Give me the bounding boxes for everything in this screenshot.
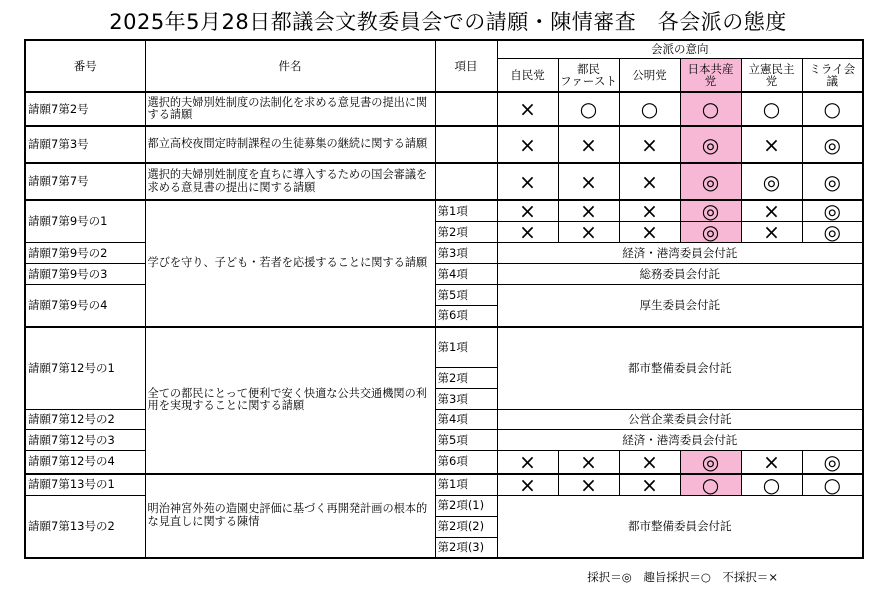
item-cell: 第3項 — [435, 389, 497, 410]
petition-subject: 選択的夫婦別姓制度を直ちに導入するための国会審議を求める意見書の提出に関する請願 — [145, 163, 435, 200]
mark-cell: ◎ — [680, 200, 741, 222]
party-komei: 公明党 — [619, 58, 680, 92]
mark-cell: × — [497, 451, 558, 474]
petition-number: 請願7第13号の2 — [25, 495, 145, 558]
mark-cell: × — [619, 163, 680, 200]
mark-cell: ◎ — [741, 163, 802, 200]
petition-number: 請願7第9号の3 — [25, 264, 145, 285]
mark-cell: ○ — [741, 92, 802, 126]
mark-cell: ◎ — [680, 126, 741, 163]
mark-cell: × — [497, 474, 558, 496]
item-cell: 第2項(3) — [435, 537, 497, 558]
item-cell: 第6項 — [435, 451, 497, 474]
party-jimin: 自民党 — [497, 58, 558, 92]
mark-cell: × — [619, 474, 680, 496]
mark-cell: × — [619, 126, 680, 163]
mark-cell: ○ — [802, 92, 863, 126]
table-row — [25, 200, 863, 222]
petition-subject: 選択的夫婦別姓制度の法制化を求める意見書の提出に関する請願 — [145, 92, 435, 126]
mark-cell: × — [619, 451, 680, 474]
table-row — [25, 163, 863, 200]
header-row — [25, 40, 863, 58]
petition-subject: 明治神宮外苑の造園史評価に基づく再開発計画の根本的な見直しに関する陳情 — [145, 474, 435, 559]
item-cell: 第5項 — [435, 285, 497, 306]
item-cell: 第6項 — [435, 306, 497, 327]
mark-cell: ◎ — [802, 222, 863, 243]
item-cell — [435, 92, 497, 126]
mark-cell: × — [497, 163, 558, 200]
mark-cell: ◎ — [802, 200, 863, 222]
party-mirai: ミライ会 議 — [802, 58, 863, 92]
item-cell: 第2項(1) — [435, 495, 497, 516]
mark-cell: × — [741, 200, 802, 222]
item-cell: 第5項 — [435, 430, 497, 451]
header-opinion: 会派の意向 — [497, 40, 863, 58]
mark-cell: × — [558, 451, 619, 474]
referral-cell: 都市整備委員会付託 — [497, 495, 863, 558]
table-row — [25, 327, 863, 368]
item-cell: 第2項 — [435, 368, 497, 389]
mark-cell: ◎ — [802, 126, 863, 163]
mark-cell: × — [619, 200, 680, 222]
mark-cell: ○ — [741, 474, 802, 496]
mark-cell: × — [497, 92, 558, 126]
referral-cell: 公営企業委員会付託 — [497, 410, 863, 430]
referral-cell: 総務委員会付託 — [497, 264, 863, 285]
table-row — [25, 92, 863, 126]
mark-cell: ◎ — [802, 451, 863, 474]
item-cell — [435, 163, 497, 200]
mark-cell: ◎ — [802, 163, 863, 200]
referral-cell: 経済・港湾委員会付託 — [497, 243, 863, 264]
page-title: 2025年5月28日都議会文教委員会での請願・陳情審査 各会派の態度 — [109, 10, 787, 34]
item-cell: 第1項 — [435, 327, 497, 368]
petition-number: 請願7第3号 — [25, 126, 145, 163]
petition-table — [24, 39, 864, 559]
mark-cell: ◎ — [680, 222, 741, 243]
header-number: 番号 — [25, 40, 145, 92]
petition-number: 請願7第12号の1 — [25, 327, 145, 410]
petition-subject: 都立高校夜間定時制課程の生徒募集の継続に関する請願 — [145, 126, 435, 163]
mark-cell: × — [497, 200, 558, 222]
item-cell: 第4項 — [435, 264, 497, 285]
header-subject: 件名 — [145, 40, 435, 92]
referral-cell: 都市整備委員会付託 — [497, 327, 863, 410]
mark-cell: × — [558, 126, 619, 163]
referral-cell: 経済・港湾委員会付託 — [497, 430, 863, 451]
item-cell — [435, 126, 497, 163]
petition-number: 請願7第2号 — [25, 92, 145, 126]
mark-cell: × — [558, 163, 619, 200]
header-item: 項目 — [435, 40, 497, 92]
item-cell: 第2項(2) — [435, 516, 497, 537]
mark-cell: ○ — [802, 474, 863, 496]
item-cell: 第1項 — [435, 474, 497, 496]
petition-number: 請願7第9号の4 — [25, 285, 145, 327]
party-rikken: 立憲民主 党 — [741, 58, 802, 92]
mark-cell: × — [558, 200, 619, 222]
petition-subject: 全ての都民にとって便利で安く快適な公共交通機関の利用を実現することに関する請願 — [145, 327, 435, 474]
item-cell: 第1項 — [435, 200, 497, 222]
item-cell: 第2項 — [435, 222, 497, 243]
petition-number: 請願7第12号の3 — [25, 430, 145, 451]
mark-cell: ◎ — [680, 163, 741, 200]
mark-cell: ○ — [680, 474, 741, 496]
mark-cell: ○ — [680, 92, 741, 126]
mark-cell: ○ — [558, 92, 619, 126]
mark-cell: × — [741, 451, 802, 474]
table-row — [25, 474, 863, 496]
petition-subject: 学びを守り、子ども・若者を応援することに関する請願 — [145, 200, 435, 327]
mark-cell: × — [497, 126, 558, 163]
mark-cell: × — [558, 222, 619, 243]
referral-cell: 厚生委員会付託 — [497, 285, 863, 327]
petition-number: 請願7第9号の1 — [25, 200, 145, 243]
mark-cell: × — [619, 222, 680, 243]
party-tomin-first: 都民 ファースト — [558, 58, 619, 92]
mark-cell: ○ — [619, 92, 680, 126]
petition-number: 請願7第7号 — [25, 163, 145, 200]
party-jcp: 日本共産 党 — [680, 58, 741, 92]
petition-number: 請願7第12号の2 — [25, 410, 145, 430]
item-cell: 第4項 — [435, 410, 497, 430]
item-cell: 第3項 — [435, 243, 497, 264]
petition-number: 請願7第13号の1 — [25, 474, 145, 496]
mark-cell: ◎ — [680, 451, 741, 474]
petition-number: 請願7第9号の2 — [25, 243, 145, 264]
mark-cell: × — [497, 222, 558, 243]
mark-cell: × — [558, 474, 619, 496]
mark-cell: × — [741, 222, 802, 243]
mark-cell: × — [741, 126, 802, 163]
legend: 採択＝◎ 趣旨採択＝○ 不採択＝× — [587, 570, 778, 584]
table-row — [25, 126, 863, 163]
petition-number: 請願7第12号の4 — [25, 451, 145, 474]
